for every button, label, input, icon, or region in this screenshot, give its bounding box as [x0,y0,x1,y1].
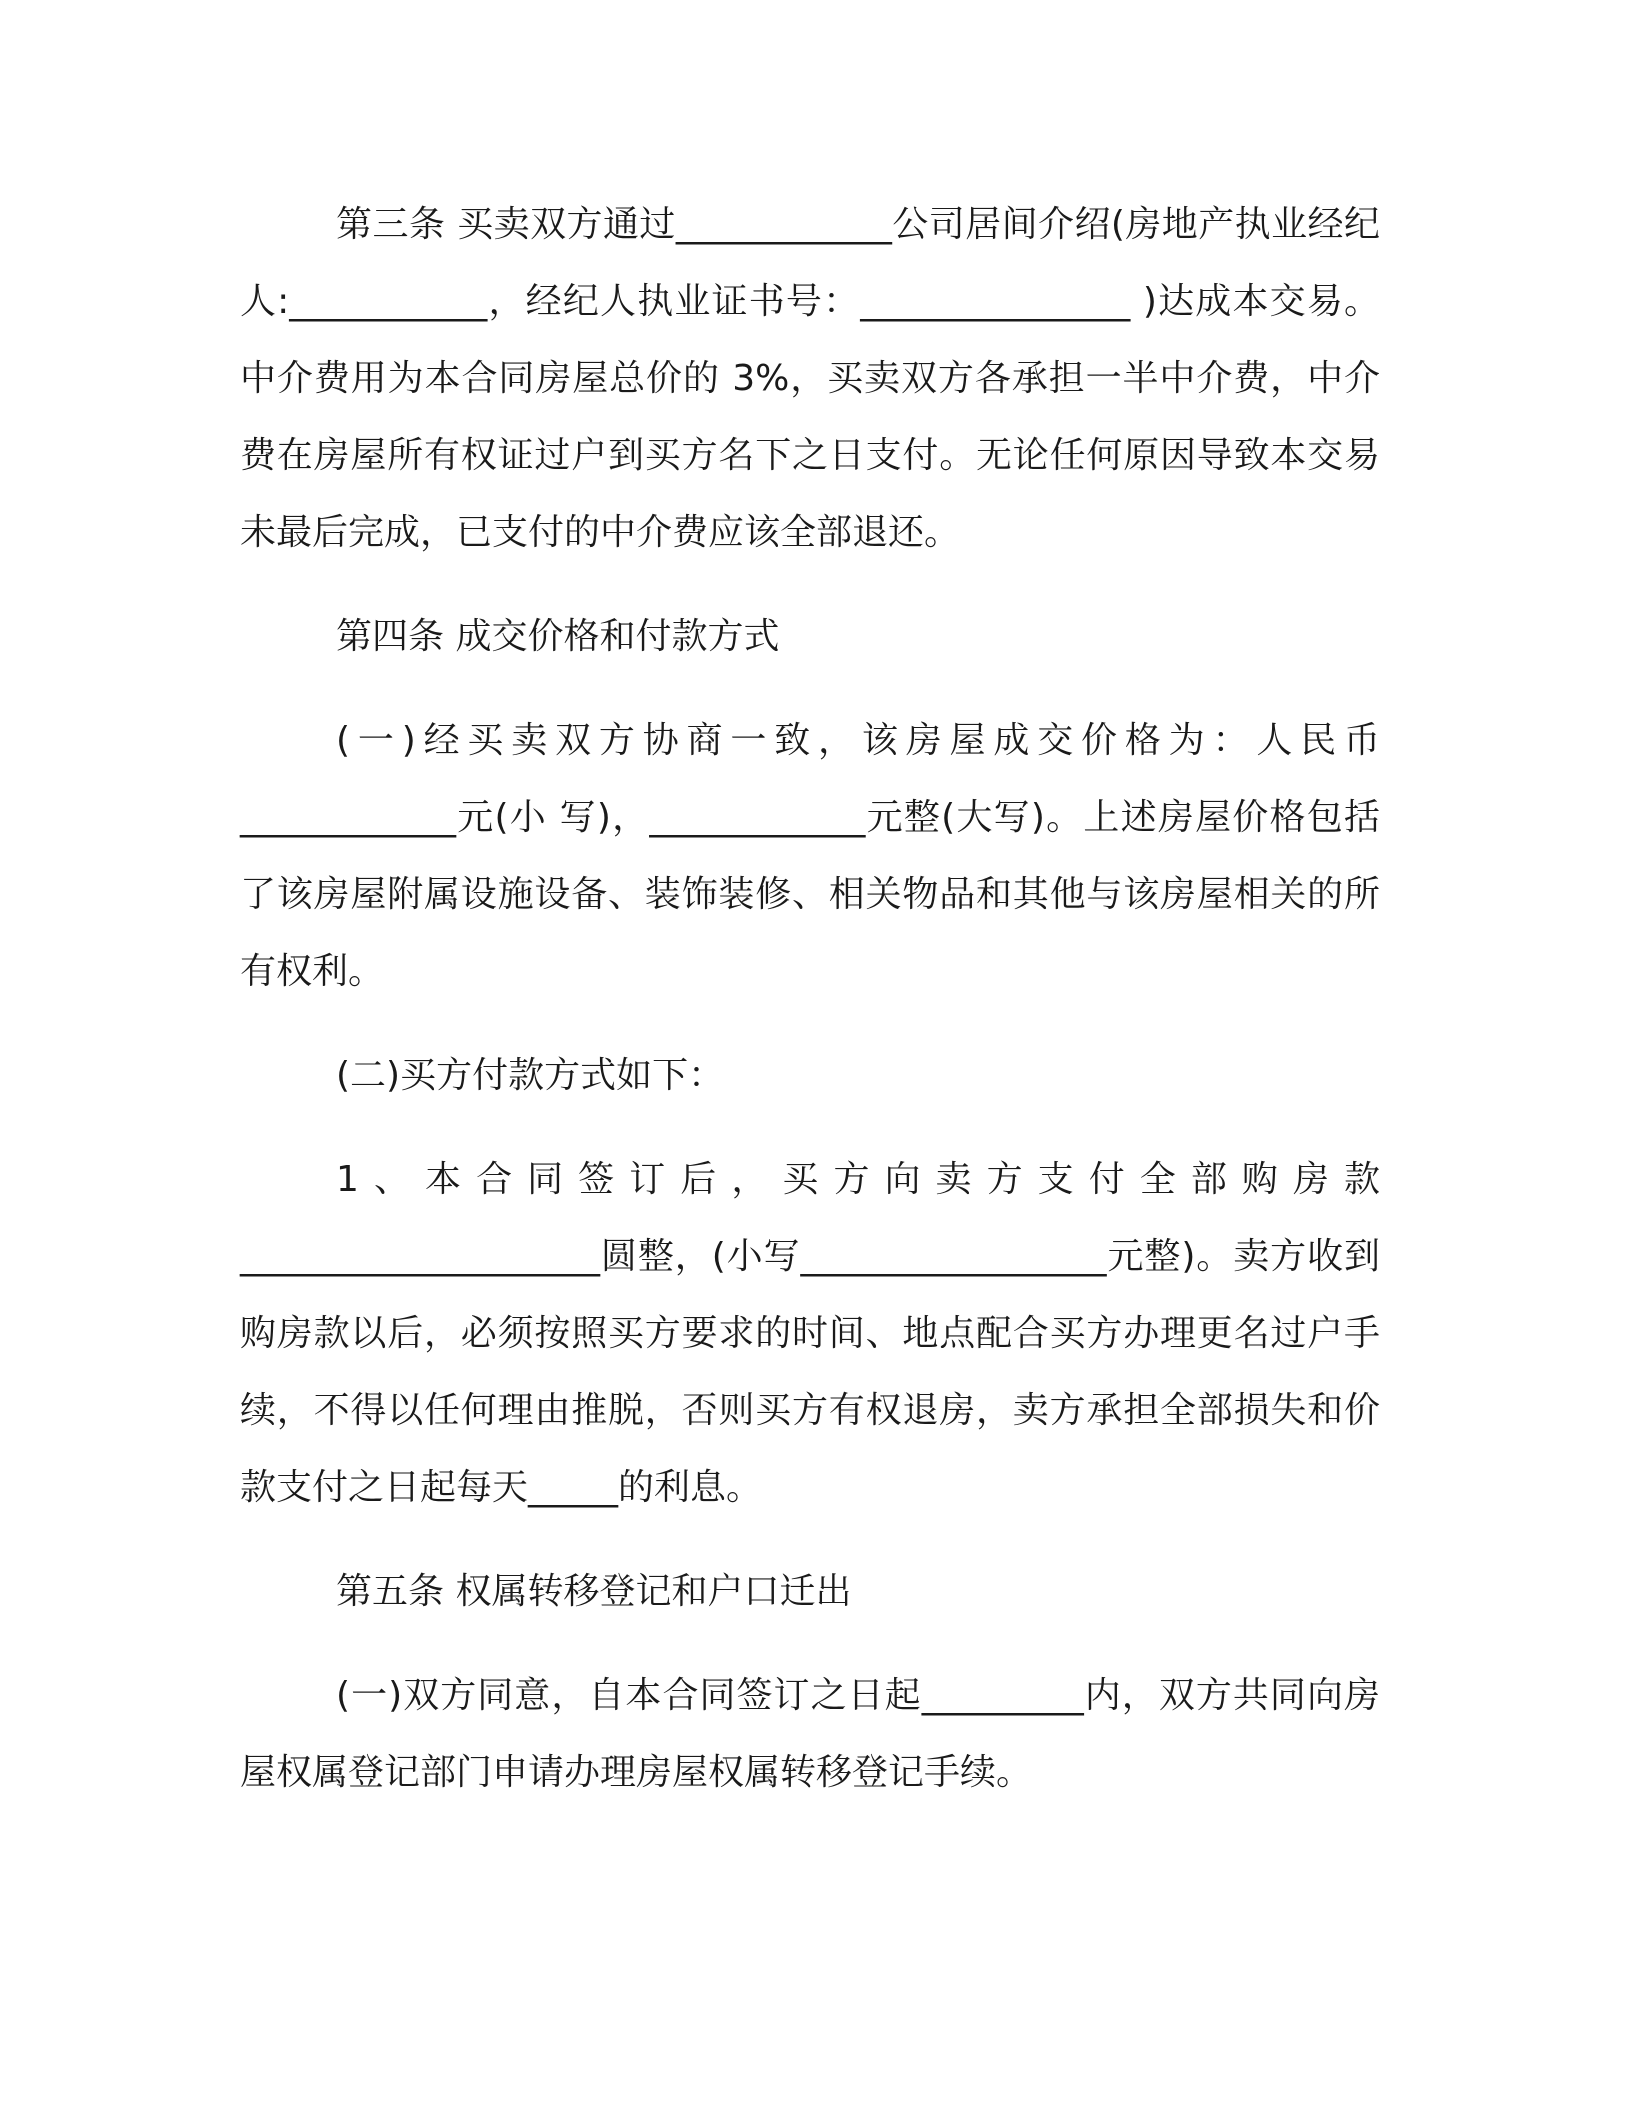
contract-page [240,186,1392,1811]
article-5-clause-1: (一)双方同意，自本合同签订之日起_________内，双方共同向房屋权属登记部门申请办理房屋权属转移登记手续。 [240,1675,1380,1793]
article-4-heading: 第四条 成交价格和付款方式 [336,616,780,657]
article-4-clause-1: (一)经买卖双方协商一致，该房屋成交价格为：人民币 ____________元(小 写)，____________元整(大写)。上述房屋价格包括了该房屋附属设施设备、装饰装修、相关物品和其他与该房屋相关的所有权利。 [240,720,1392,992]
article-3-paragraph: 第三条 买卖双方通过____________公司居间介绍(房地产执业经纪人:___________，经纪人执业证书号：_______________ )达成本交易。中介费用为本合同房屋总价的 3%，买卖双方各承担一半中介费，中介费在房屋所有权证过户到买方名下之日支付。无论任何原因导致本交易未最后完成，已支付的中介费应该全部退还。 [240,204,1380,553]
article-5-heading: 第五条 权属转移登记和户口迁出 [336,1571,852,1612]
article-4-clause-2: (二)买方付款方式如下： [336,1055,725,1096]
article-4-clause-2-item-1: 1、本合同签订后，买方向卖方支付全部购房款 ____________________圆整，(小写_________________元整)。卖方收到购房款以后，必须按照买方要求的时间、地点配合买方办理更名过户手续，不得以任何理由推脱，否则买方有权退房，卖方承担全部损失和价款支付之日起每天_____的利息。 [240,1159,1392,1508]
